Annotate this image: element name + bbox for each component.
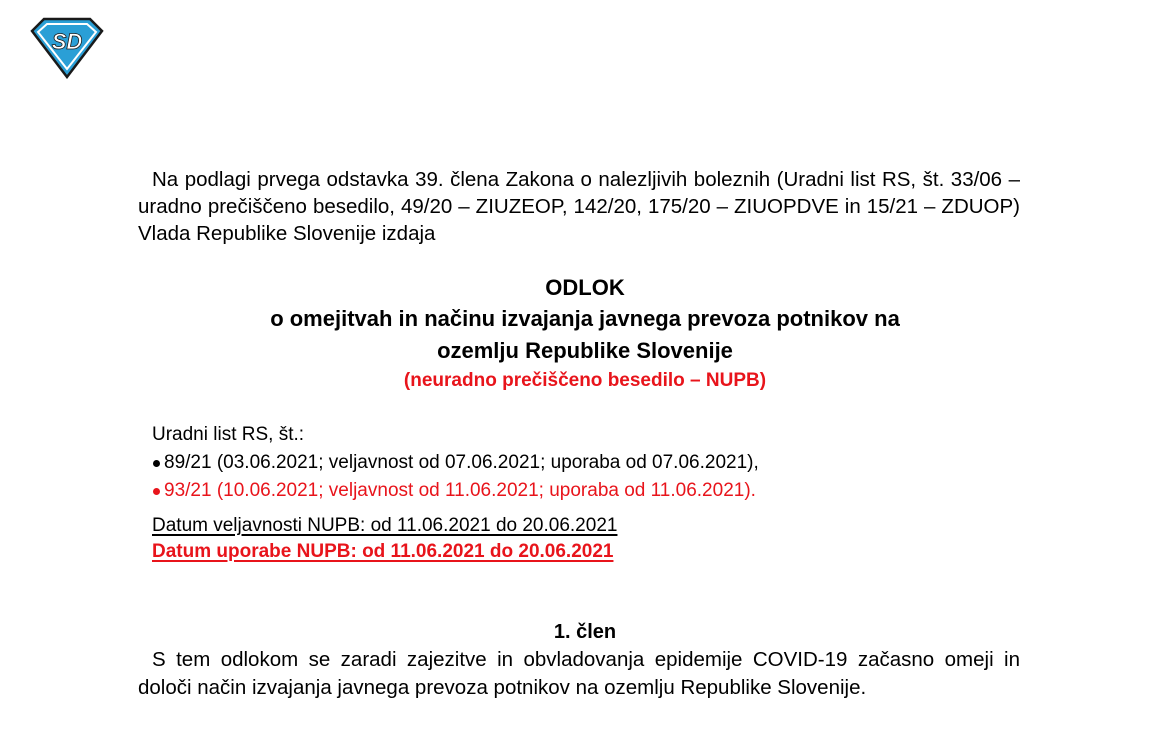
gazette-item [152, 449, 1012, 477]
document-subtitle-line-2: ozemlju Republike Slovenije [437, 338, 733, 363]
intro-paragraph: Na podlagi prvega odstavka 39. člena Zakona o nalezljivih boleznih (Uradni list RS, št. 33/06 – uradno prečiščeno besedilo, 49/20 – ZIUZEOP, 142/20, 175/20 – ZIUOPDVE in 15/21 – ZDUOP) Vlada Republike Slovenije izdaja [138, 168, 1020, 245]
bullet-icon [153, 488, 160, 495]
logo-text: SD [51, 29, 83, 54]
article-heading: 1. člen [553, 621, 617, 643]
gazette-item-text: 89/21 (03.06.2021; veljavnost od 07.06.2021; uporaba od 07.06.2021), [164, 452, 759, 473]
document-title: ODLOK [545, 275, 625, 300]
document-subtitle-line-1: o omejitvah in načinu izvajanja javnega prevoza potnikov na [270, 306, 900, 331]
gazette-item-text: 93/21 (10.06.2021; veljavnost od 11.06.2021; uporaba od 11.06.2021). [164, 480, 756, 501]
official-gazette-list [152, 421, 1012, 505]
gazette-heading: Uradni list RS, št.: [152, 424, 305, 445]
diamond-logo-icon [30, 17, 104, 79]
application-date: Datum uporabe NUPB: od 11.06.2021 do 20.06.2021 [152, 541, 614, 562]
article-text: S tem odlokom se zaradi zajezitve in obvladovanja epidemije COVID-19 začasno omeji in določi način izvajanja javnega prevoza potnikov na ozemlju Republike Slovenije. [138, 648, 1020, 699]
validity-date: Datum veljavnosti NUPB: od 11.06.2021 do 20.06.2021 [152, 515, 618, 536]
gazette-item [152, 477, 1012, 505]
bullet-icon [153, 460, 160, 467]
title-block [138, 272, 1032, 394]
nupb-dates [152, 513, 617, 565]
sd-logo [30, 17, 104, 79]
unofficial-consolidated-note: (neuradno prečiščeno besedilo – NUPB) [403, 370, 767, 391]
